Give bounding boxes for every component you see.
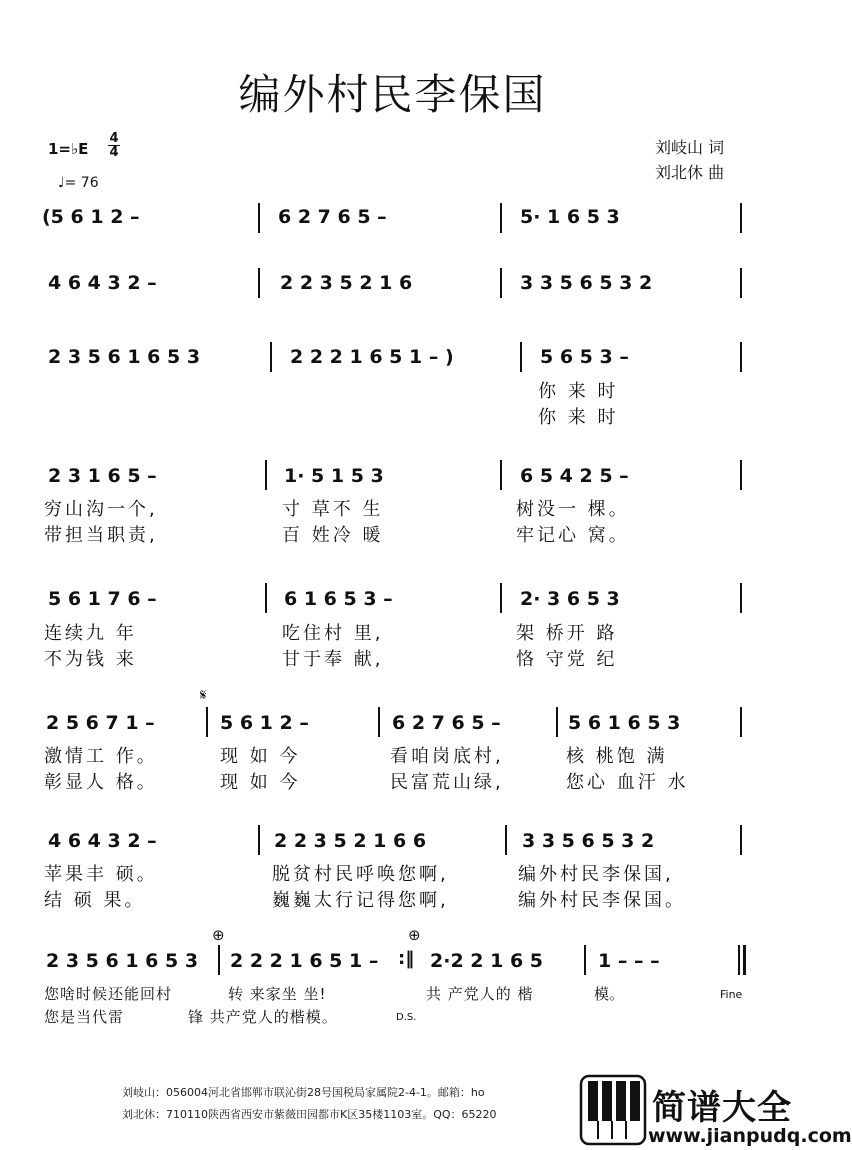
- lyric-line-2: 锋 共产党人的楷模。: [188, 1008, 338, 1026]
- measure-r7-m3: 3 3 5 6 5 3 2: [522, 830, 655, 852]
- piano-logo-icon: [580, 1075, 646, 1149]
- coda-icon: ⊕: [212, 926, 225, 944]
- lyric-line-2: 恪 守党 纪: [516, 649, 618, 670]
- lyricist-credit: 刘岐山 词: [655, 138, 725, 157]
- lyric-line-1: 编外村民李保国,: [518, 864, 674, 885]
- barline: [206, 707, 208, 737]
- coda-icon: ⊕: [408, 926, 421, 944]
- lyric-line-2: 甘于奉 献,: [282, 649, 384, 670]
- barline: [740, 342, 742, 372]
- barline: [218, 945, 220, 975]
- key-signature: 1=♭E: [48, 140, 89, 158]
- measure-r2-m1: 4 6 4 3 2 –: [48, 272, 157, 294]
- time-sig-top: 4: [109, 131, 119, 146]
- measure-r5-m2: 6 1 6 5 3 –: [284, 588, 393, 610]
- barline: [378, 707, 380, 737]
- measure-r7-m1: 4 6 4 3 2 –: [48, 830, 157, 852]
- lyric-line-2: 您心 血汗 水: [566, 772, 689, 793]
- site-url[interactable]: www.jianpudq.com: [648, 1125, 852, 1147]
- lyric-line-2: 现 如 今: [220, 772, 301, 793]
- lyric-line-1: 您啥时候还能回村: [44, 985, 173, 1003]
- lyric-line-2: 不为钱 来: [44, 649, 137, 670]
- lyric-line-2: 结 硕 果。: [44, 890, 146, 911]
- time-sig-bottom: 4: [109, 145, 119, 160]
- lyric-line-2: 您是当代雷: [44, 1008, 125, 1026]
- lyric-line-2: 编外村民李保国。: [518, 890, 686, 911]
- measure-r1-m3: 5· 1 6 5 3: [520, 206, 620, 228]
- measure-r7-m2: 2 2 3 5 2 1 6 6: [274, 830, 427, 852]
- lyric-line-1: 转 来家坐 坐!: [228, 985, 327, 1003]
- time-signature: [108, 132, 120, 159]
- barline: [740, 825, 742, 855]
- barline: [740, 203, 742, 233]
- barline: [738, 945, 740, 975]
- barline: [740, 707, 742, 737]
- barline: [265, 460, 267, 490]
- measure-r1-m2: 6 2 7 6 5 –: [278, 206, 387, 228]
- measure-r3-m2: 2 2 2 1 6 5 1 – ): [290, 346, 454, 368]
- lyric-line-2: 彰显人 格。: [44, 772, 158, 793]
- barline: [500, 268, 502, 298]
- measure-r5-m3: 2· 3 6 5 3: [520, 588, 620, 610]
- lyric-line-1: 看咱岗底村,: [390, 746, 504, 767]
- barline: [740, 583, 742, 613]
- footer-composer-contact: 刘北休：710110陕西省西安市紫薇田园都市K区35楼1103室。QQ：65220: [122, 1108, 497, 1121]
- lyric-line-1: 吃住村 里,: [282, 623, 384, 644]
- barline: [500, 203, 502, 233]
- lyric-line-1: 寸 草不 生: [282, 499, 384, 520]
- song-title: 编外村民李保国: [238, 70, 547, 119]
- lyric-line-1: 连续九 年: [44, 623, 137, 644]
- barline: [740, 268, 742, 298]
- repeat-sign: :‖: [398, 948, 415, 969]
- lyric-line-2: 你 来 时: [538, 407, 619, 428]
- barline: [258, 268, 260, 298]
- measure-r8-m4: 1 – – –: [598, 950, 660, 972]
- measure-r1-m1: (5 6 1 2 –: [42, 206, 140, 228]
- measure-r5-m1: 5 6 1 7 6 –: [48, 588, 157, 610]
- measure-r6-m3: 6 2 7 6 5 –: [392, 712, 501, 734]
- segno-icon: 𝄋: [200, 686, 207, 704]
- footer-lyricist-contact: 刘岐山：056004河北省邯郸市联沁街28号国税局家属院2-4-1。邮箱：ho: [122, 1086, 485, 1099]
- lyric-line-1: 架 桥开 路: [516, 623, 618, 644]
- lyric-line-2: 百 姓冷 暖: [282, 525, 384, 546]
- barline: [258, 203, 260, 233]
- measure-r2-m3: 3 3 5 6 5 3 2: [520, 272, 653, 294]
- ds-marking: D.S.: [396, 1012, 417, 1023]
- barline: [740, 460, 742, 490]
- measure-r3-m3: 5 6 5 3 –: [540, 346, 629, 368]
- lyric-line-1: 脱贫村民呼唤您啊,: [272, 864, 449, 885]
- barline: [505, 825, 507, 855]
- barline: [500, 583, 502, 613]
- fine-marking: Fine: [720, 988, 743, 1001]
- measure-r6-m4: 5 6 1 6 5 3: [568, 712, 681, 734]
- lyric-line-2: 巍巍太行记得您啊,: [272, 890, 449, 911]
- barline: [500, 460, 502, 490]
- lyric-line-2: 牢记心 窝。: [516, 525, 630, 546]
- tempo-marking: ♩= 76: [58, 175, 99, 191]
- measure-r8-m1: 2 3 5 6 1 6 5 3: [46, 950, 199, 972]
- measure-r2-m2: 2 2 3 5 2 1 6: [280, 272, 413, 294]
- site-logo-text: 简谱大全: [652, 1088, 792, 1128]
- measure-r6-m2: 5 6 1 2 –: [220, 712, 309, 734]
- barline: [584, 945, 586, 975]
- final-barline: [743, 945, 746, 975]
- barline: [270, 342, 272, 372]
- measure-r4-m3: 6 5 4 2 5 –: [520, 465, 629, 487]
- lyric-line-1: 模。: [594, 985, 625, 1003]
- lyric-line-1: 核 桃饱 满: [566, 746, 668, 767]
- lyric-line-2: 带担当职责,: [44, 525, 158, 546]
- lyric-line-1: 现 如 今: [220, 746, 301, 767]
- measure-r4-m2: 1· 5 1 5 3: [284, 465, 384, 487]
- barline: [556, 707, 558, 737]
- barline: [258, 825, 260, 855]
- measure-r8-m3: 2·2 2 1 6 5: [430, 950, 543, 972]
- lyric-line-1: 共 产党人的 楷: [426, 985, 534, 1003]
- measure-r8-m2: 2 2 2 1 6 5 1 –: [230, 950, 379, 972]
- composer-credit: 刘北休 曲: [655, 163, 725, 182]
- lyric-line-1: 穷山沟一个,: [44, 499, 158, 520]
- lyric-line-1: 你 来 时: [538, 381, 619, 402]
- measure-r4-m1: 2 3 1 6 5 –: [48, 465, 157, 487]
- measure-r3-m1: 2 3 5 6 1 6 5 3: [48, 346, 201, 368]
- barline: [265, 583, 267, 613]
- barline: [520, 342, 522, 372]
- measure-r6-m1: 2 5 6 7 1 –: [46, 712, 155, 734]
- lyric-line-1: 苹果丰 硕。: [44, 864, 158, 885]
- lyric-line-2: 民富荒山绿,: [390, 772, 504, 793]
- lyric-line-1: 树没一 棵。: [516, 499, 630, 520]
- lyric-line-1: 激情工 作。: [44, 746, 158, 767]
